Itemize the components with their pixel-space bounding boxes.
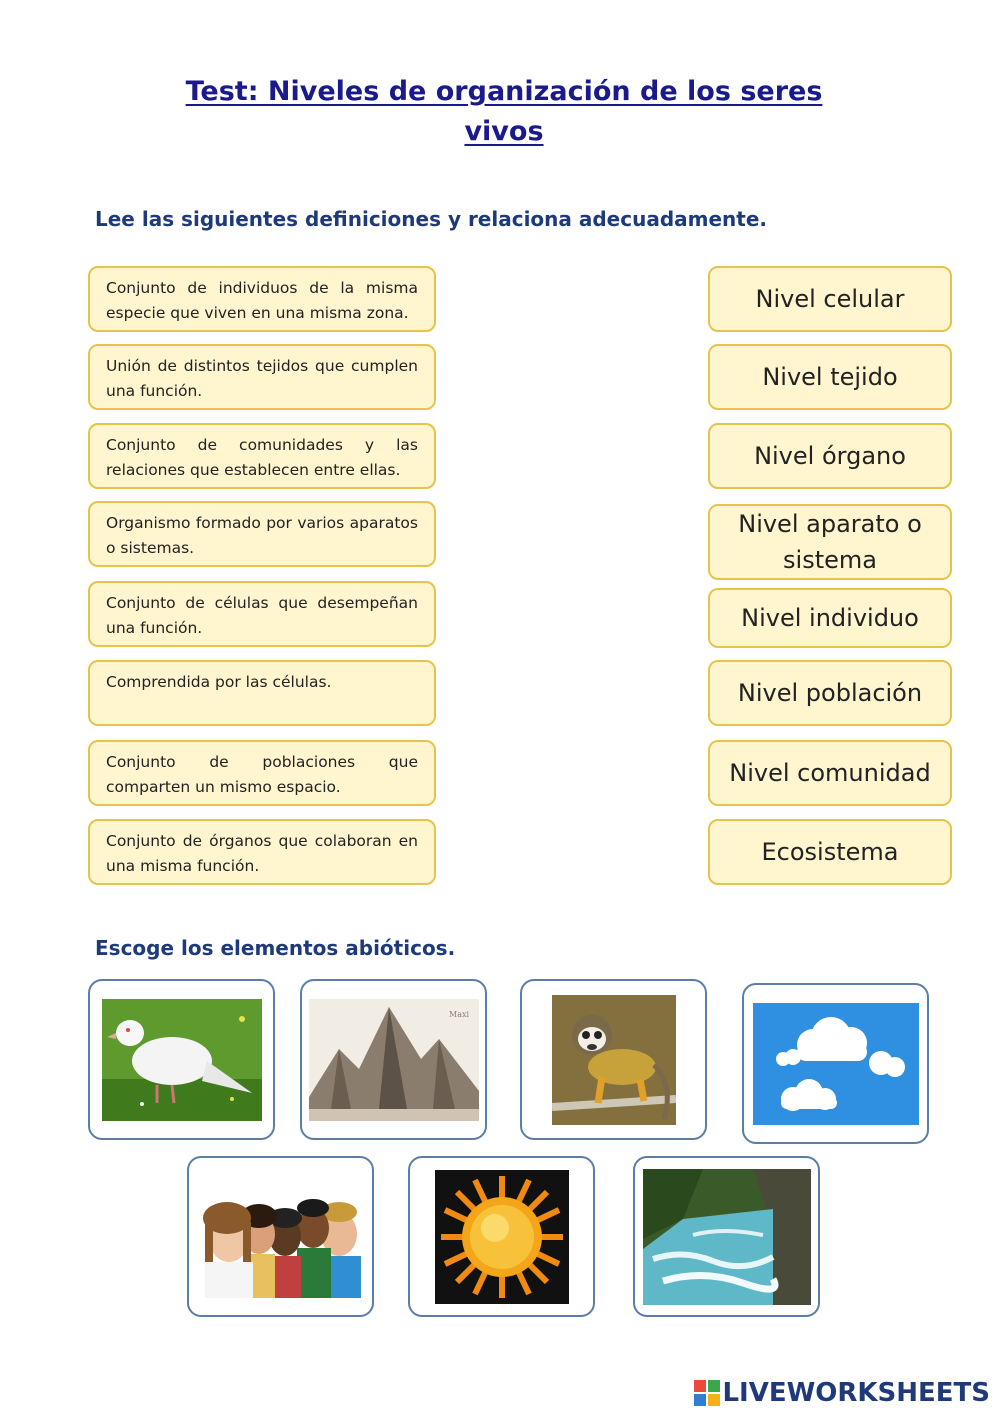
liveworksheets-logo-icon xyxy=(694,1380,720,1406)
image-card-people[interactable] xyxy=(187,1156,374,1317)
image-card-river[interactable] xyxy=(633,1156,820,1317)
definition-box-8[interactable]: Conjunto de órganos que colaboran en una misma función. xyxy=(88,819,436,885)
match-instruction: Lee las siguientes definiciones y relaciona adecuadamente. xyxy=(95,207,768,231)
level-box-aparato-sistema[interactable]: Nivel aparato o sistema xyxy=(708,504,952,580)
title-line-1: Test: Niveles de organización de los seres xyxy=(185,76,823,107)
level-box-organo[interactable]: Nivel órgano xyxy=(708,423,952,489)
liveworksheets-logo xyxy=(694,1378,990,1408)
mountain-caption: Maxi xyxy=(448,1009,469,1019)
image-card-clouds[interactable] xyxy=(742,983,929,1144)
worksheet-title xyxy=(0,72,1000,152)
definition-box-4[interactable]: Organismo formado por varios aparatos o sistemas. xyxy=(88,501,436,567)
level-box-tejido[interactable]: Nivel tejido xyxy=(708,344,952,410)
image-card-dove[interactable] xyxy=(88,979,275,1140)
image-card-monkey[interactable] xyxy=(520,979,707,1140)
definition-box-2[interactable]: Unión de distintos tejidos que cumplen una función. xyxy=(88,344,436,410)
definition-box-7[interactable]: Conjunto de poblaciones que comparten un mismo espacio. xyxy=(88,740,436,806)
level-box-poblacion[interactable]: Nivel población xyxy=(708,660,952,726)
dove-image xyxy=(102,999,262,1121)
mountain-image xyxy=(309,999,479,1121)
definition-box-3[interactable]: Conjunto de comunidades y las relaciones que establecen entre ellas. xyxy=(88,423,436,489)
definition-box-5[interactable]: Conjunto de células que desempeñan una función. xyxy=(88,581,436,647)
level-box-ecosistema[interactable]: Ecosistema xyxy=(708,819,952,885)
sun-image xyxy=(435,1170,569,1304)
definition-box-6[interactable]: Comprendida por las células. xyxy=(88,660,436,726)
image-card-mountain[interactable] xyxy=(300,979,487,1140)
title-line-2: vivos xyxy=(464,116,544,147)
definition-box-1[interactable]: Conjunto de individuos de la misma especie que viven en una misma zona. xyxy=(88,266,436,332)
liveworksheets-brand: LIVEWORKSHEETS xyxy=(722,1378,990,1408)
river-image xyxy=(643,1169,811,1305)
level-box-individuo[interactable]: Nivel individuo xyxy=(708,588,952,648)
people-image xyxy=(201,1176,361,1298)
monkey-image xyxy=(552,995,676,1125)
level-box-comunidad[interactable]: Nivel comunidad xyxy=(708,740,952,806)
image-card-sun[interactable] xyxy=(408,1156,595,1317)
level-box-celular[interactable]: Nivel celular xyxy=(708,266,952,332)
abiotic-instruction: Escoge los elementos abióticos. xyxy=(95,936,456,960)
clouds-image xyxy=(753,1003,919,1125)
